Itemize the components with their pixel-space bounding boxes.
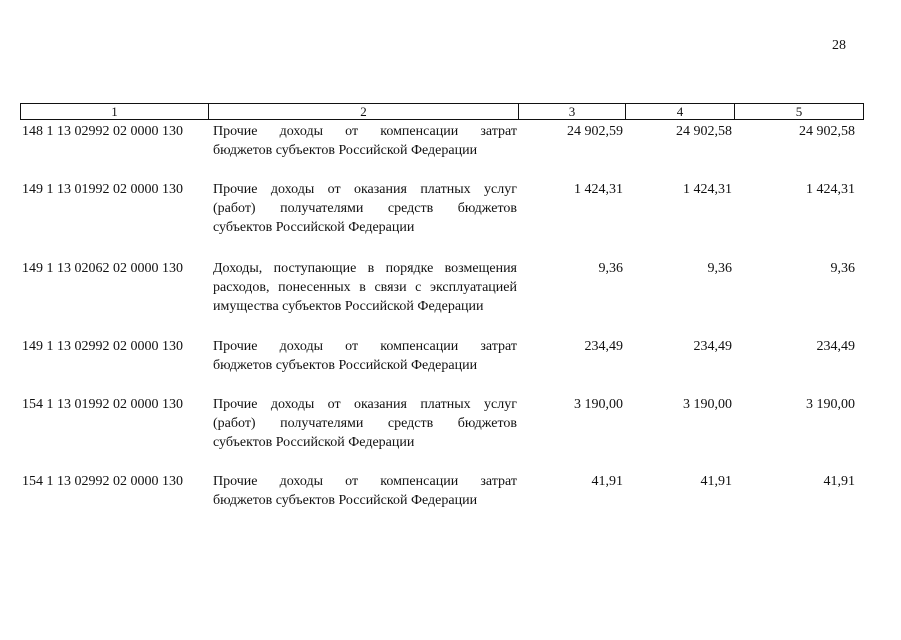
description-line: Прочие доходы от компенсации затрат (213, 474, 517, 489)
value-col-4: 1 424,31 (683, 182, 732, 197)
value-col-3: 41,91 (591, 474, 623, 489)
value-col-3: 234,49 (584, 339, 623, 354)
income-description (213, 180, 517, 237)
budget-code: 149 1 13 01992 02 0000 130 (22, 182, 183, 197)
description-line: субъектов Российской Федерации (213, 435, 415, 450)
value-col-4: 9,36 (707, 261, 732, 276)
header-col-1: 1 (21, 104, 209, 119)
budget-code: 154 1 13 01992 02 0000 130 (22, 397, 183, 412)
income-description (213, 122, 517, 160)
value-col-5: 1 424,31 (806, 182, 855, 197)
value-col-4: 3 190,00 (683, 397, 732, 412)
value-col-4: 41,91 (700, 474, 732, 489)
budget-code: 148 1 13 02992 02 0000 130 (22, 124, 183, 139)
description-line: (работ) получателями средств бюджетов (213, 416, 517, 431)
description-line: расходов, понесенных в связи с эксплуатацией (213, 280, 517, 295)
value-col-5: 41,91 (823, 474, 855, 489)
description-line: бюджетов субъектов Российской Федерации (213, 358, 478, 373)
description-line: (работ) получателями средств бюджетов (213, 201, 517, 216)
income-description (213, 259, 517, 316)
description-line: Прочие доходы от компенсации затрат (213, 124, 517, 139)
income-description (213, 337, 517, 375)
description-line: Прочие доходы от оказания платных услуг (213, 182, 517, 197)
value-col-3: 9,36 (598, 261, 623, 276)
description-line: Прочие доходы от компенсации затрат (213, 339, 517, 354)
description-line: бюджетов субъектов Российской Федерации (213, 493, 478, 508)
description-line: Доходы, поступающие в порядке возмещения (213, 261, 517, 276)
value-col-3: 24 902,59 (567, 124, 623, 139)
header-col-2: 2 (209, 104, 519, 119)
page-number: 28 (832, 38, 846, 53)
value-col-5: 9,36 (830, 261, 855, 276)
value-col-5: 3 190,00 (806, 397, 855, 412)
value-col-3: 1 424,31 (574, 182, 623, 197)
budget-code: 154 1 13 02992 02 0000 130 (22, 474, 183, 489)
description-line: субъектов Российской Федерации (213, 220, 415, 235)
budget-code: 149 1 13 02992 02 0000 130 (22, 339, 183, 354)
value-col-5: 234,49 (816, 339, 855, 354)
value-col-3: 3 190,00 (574, 397, 623, 412)
value-col-4: 234,49 (693, 339, 732, 354)
description-line: бюджетов субъектов Российской Федерации (213, 143, 478, 158)
header-col-5: 5 (795, 104, 803, 119)
budget-code: 149 1 13 02062 02 0000 130 (22, 261, 183, 276)
header-col-4: 4 (626, 104, 735, 119)
table-header (20, 103, 864, 120)
income-description (213, 472, 517, 510)
value-col-5: 24 902,58 (799, 124, 855, 139)
description-line: Прочие доходы от оказания платных услуг (213, 397, 517, 412)
description-line: имущества субъектов Российской Федерации (213, 299, 484, 314)
header-col-3: 3 (519, 104, 626, 119)
income-description (213, 395, 517, 452)
value-col-4: 24 902,58 (676, 124, 732, 139)
